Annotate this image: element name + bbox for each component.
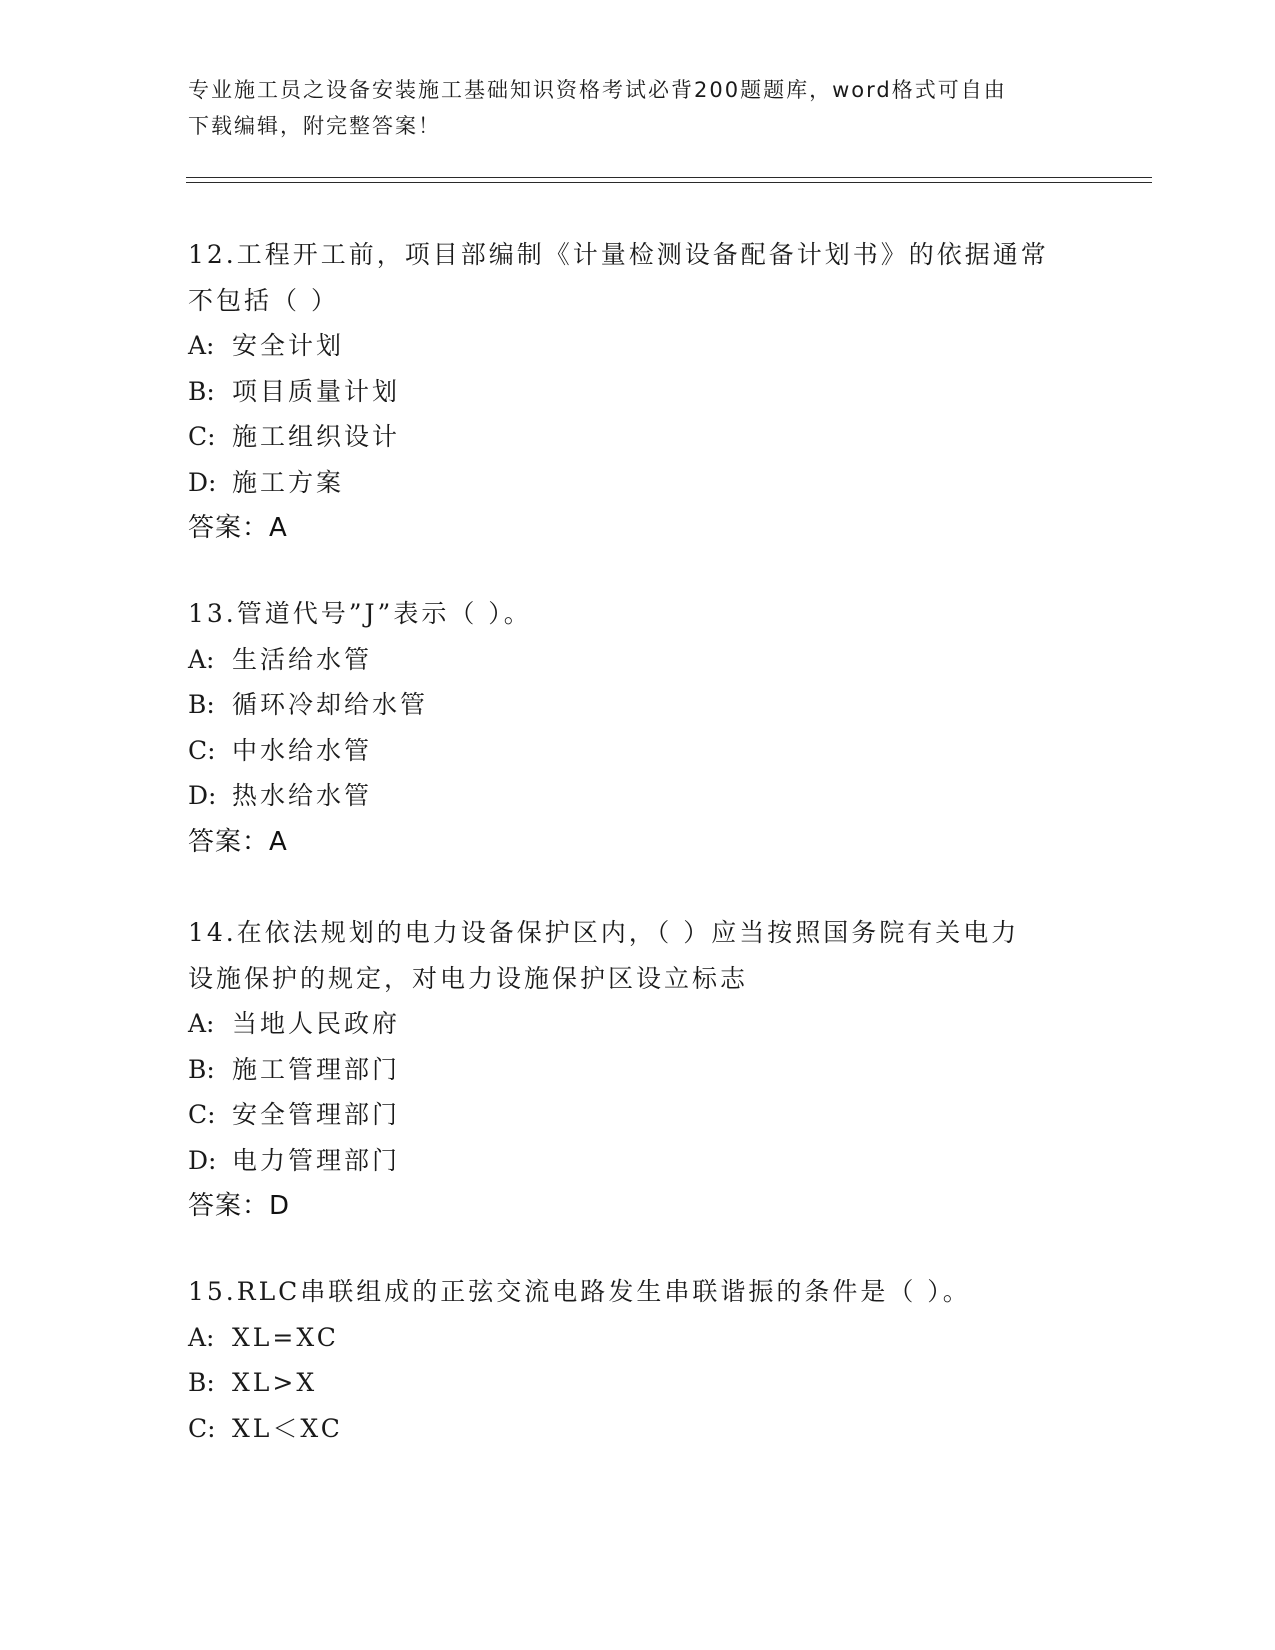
option-d	[188, 1138, 1088, 1184]
question-12	[188, 232, 1088, 551]
option-letter: C:	[188, 422, 216, 451]
header-line-2: 下载编辑，附完整答案！	[188, 114, 441, 138]
option-letter: C:	[188, 735, 216, 765]
option-letter: B:	[188, 376, 215, 406]
option-text: 循环冷却给水管	[232, 690, 429, 719]
option-letter: B:	[188, 1054, 215, 1084]
option-letter: A:	[188, 1322, 215, 1352]
option-letter: D:	[188, 1145, 217, 1175]
option-letter: A:	[188, 1009, 215, 1038]
question-title: 12.工程开工前，项目部编制《计量检测设备配备计划书》的依据通常	[188, 240, 1049, 269]
question-title-continued: 不包括（ ）	[188, 285, 339, 315]
option-a	[188, 1315, 1088, 1361]
answer-label: 答案：D	[188, 1191, 291, 1221]
question-title-continued: 设施保护的规定，对电力设施保护区设立标志	[188, 963, 749, 993]
option-text: 安全计划	[232, 331, 345, 360]
option-text: 安全管理部门	[232, 1100, 401, 1129]
option-text: 热水给水管	[232, 781, 373, 810]
option-a	[188, 637, 1088, 683]
option-b	[188, 1047, 1088, 1093]
option-letter: A:	[188, 331, 215, 360]
option-text: 项目质量计划	[232, 376, 401, 406]
document-header	[188, 72, 1088, 144]
answer-label: 答案：A	[188, 513, 288, 543]
question-14	[188, 910, 1088, 1229]
option-text: 电力管理部门	[232, 1145, 401, 1175]
header-divider	[186, 177, 1152, 183]
option-letter: D:	[188, 467, 217, 497]
option-c	[188, 1092, 1088, 1138]
question-13	[188, 591, 1088, 865]
option-c	[188, 728, 1088, 774]
option-b	[188, 369, 1088, 415]
question-15	[188, 1269, 1088, 1451]
option-b	[188, 1360, 1088, 1406]
option-letter: D:	[188, 781, 217, 810]
answer-label: 答案：A	[188, 826, 288, 857]
option-text: 生活给水管	[232, 644, 373, 674]
option-text: 施工管理部门	[232, 1054, 401, 1084]
option-text: 施工方案	[232, 467, 345, 497]
option-letter: C:	[188, 1100, 216, 1129]
option-text: XL＜XC	[232, 1413, 343, 1443]
option-letter: A:	[188, 644, 215, 674]
option-a	[188, 323, 1088, 369]
header-line-1: 专业施工员之设备安装施工基础知识资格考试必背200题题库，word格式可自由	[188, 78, 1007, 102]
option-text: 施工组织设计	[232, 422, 401, 451]
option-letter: B:	[188, 690, 215, 719]
option-letter: C:	[188, 1413, 216, 1443]
option-d	[188, 773, 1088, 819]
option-text: 当地人民政府	[232, 1009, 401, 1038]
question-title: 13.管道代号”J”表示（ ）。	[188, 599, 532, 628]
option-b	[188, 682, 1088, 728]
option-c	[188, 1406, 1088, 1452]
option-letter: B:	[188, 1368, 215, 1397]
question-title: 14.在依法规划的电力设备保护区内，（ ）应当按照国务院有关电力	[188, 918, 1020, 947]
option-d	[188, 460, 1088, 506]
question-title: 15.RLC串联组成的正弦交流电路发生串联谐振的条件是（ ）。	[188, 1277, 971, 1306]
option-text: XL>X	[232, 1368, 318, 1397]
option-text: XL=XC	[232, 1322, 339, 1352]
option-a	[188, 1001, 1088, 1047]
option-text: 中水给水管	[232, 735, 373, 765]
option-c	[188, 414, 1088, 460]
